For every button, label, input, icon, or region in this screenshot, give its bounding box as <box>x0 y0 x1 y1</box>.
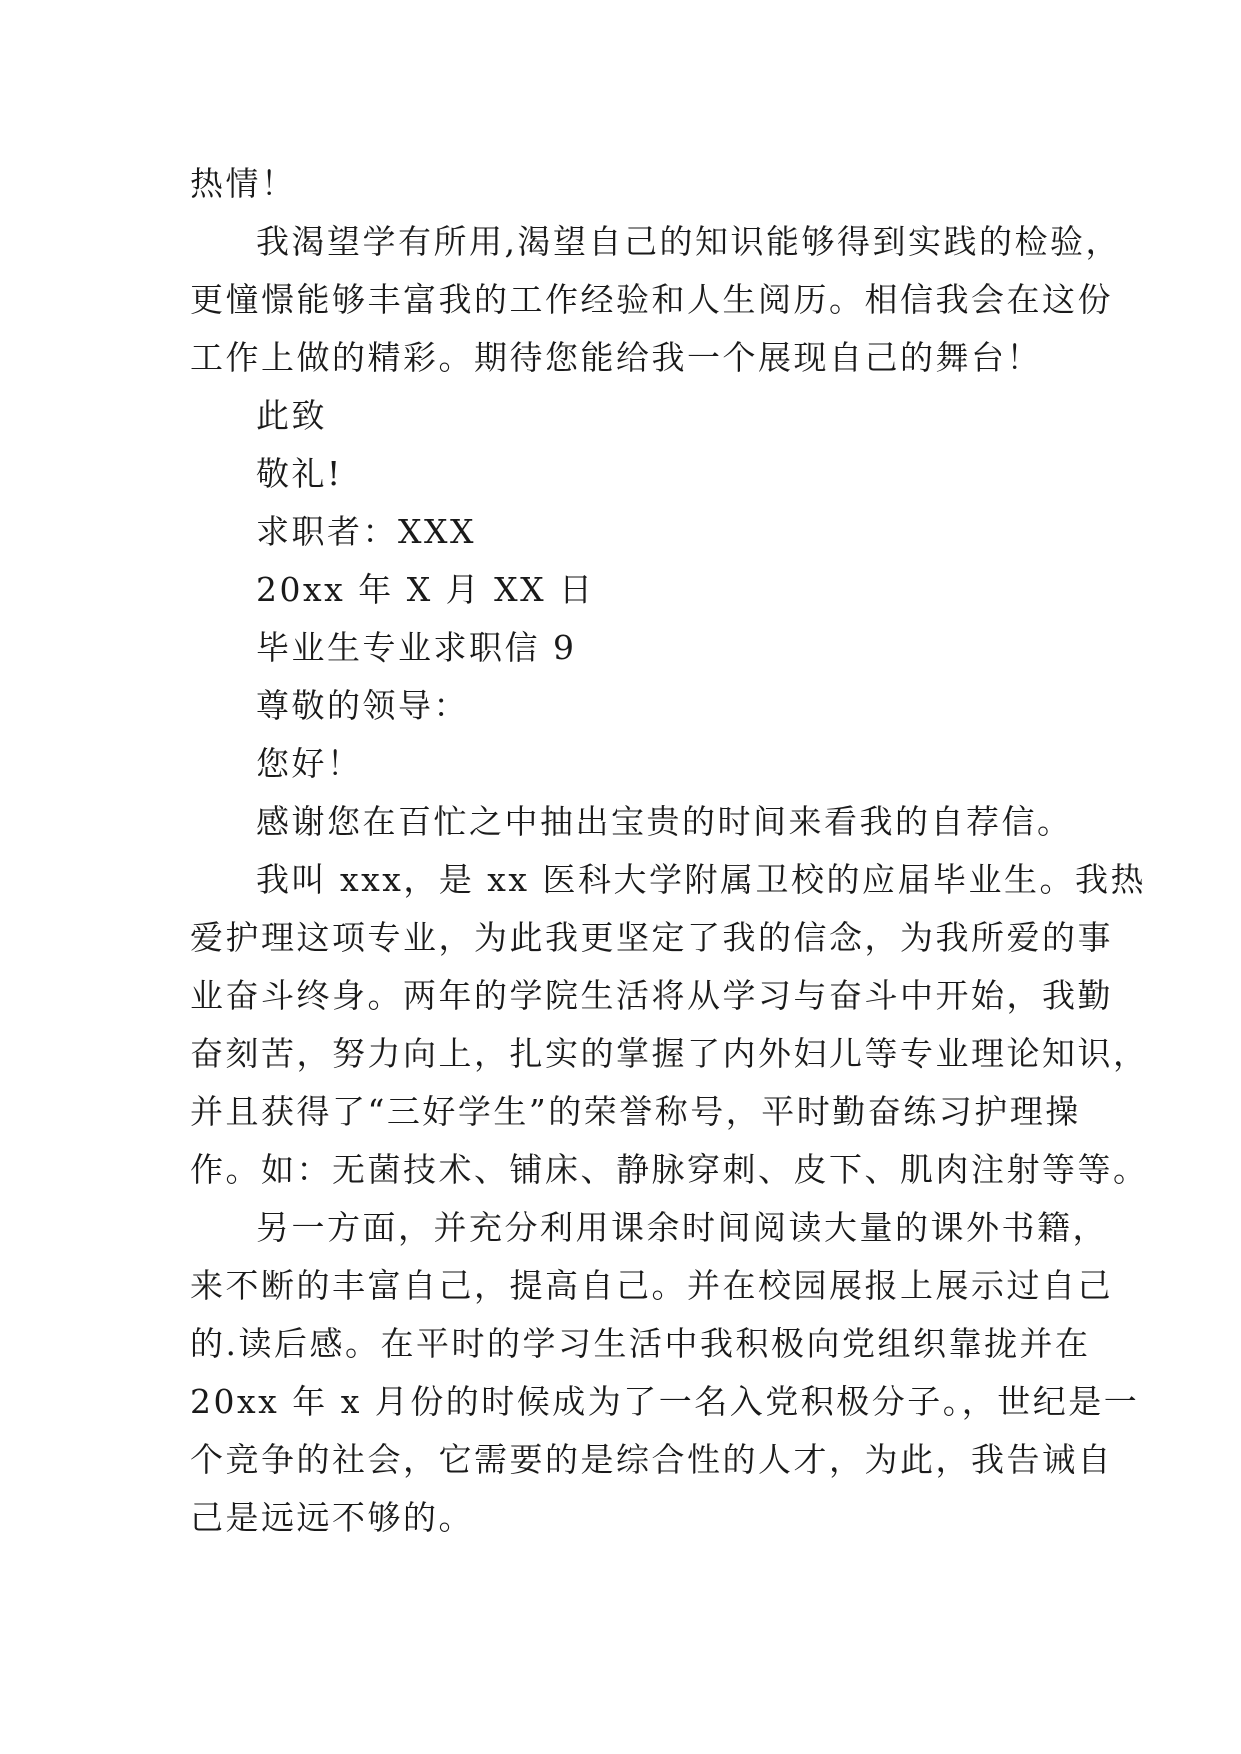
paragraph-line: 个竞争的社会，它需要的是综合性的人才，为此，我告诫自 <box>190 1440 1113 1479</box>
paragraph-line: 工作上做的精彩。期待您能给我一个展现自己的舞台！ <box>190 338 1042 377</box>
paragraph-line-continuation: 热情！ <box>190 164 297 203</box>
paragraph-line: 我渴望学有所用,渴望自己的知识能够得到实践的检验， <box>256 222 1121 261</box>
greeting-recipient: 尊敬的领导： <box>256 686 469 725</box>
paragraph-line: 来不断的丰富自己，提高自己。并在校园展报上展示过自己 <box>190 1266 1113 1305</box>
paragraph-line: 20xx 年 x 月份的时候成为了一名入党积极分子。，世纪是一 <box>190 1382 1140 1421</box>
section-title: 毕业生专业求职信 9 <box>256 628 577 667</box>
closing-regards: 敬礼! <box>256 454 343 493</box>
applicant-signature: 求职者：XXX <box>256 512 476 551</box>
paragraph-line: 并且获得了“三好学生”的荣誉称号，平时勤奋练习护理操 <box>190 1092 1081 1131</box>
paragraph-line: 的.读后感。在平时的学习生活中我积极向党组织靠拢并在 <box>190 1324 1091 1363</box>
paragraph-line: 我叫 xxx，是 xx 医科大学附属卫校的应届毕业生。我热 <box>256 860 1147 899</box>
paragraph-line: 爱护理这项专业，为此我更坚定了我的信念，为我所爱的事 <box>190 918 1113 957</box>
paragraph-line: 感谢您在百忙之中抽出宝贵的时间来看我的自荐信。 <box>256 802 1073 841</box>
letter-date: 20xx 年 X 月 XX 日 <box>256 570 595 609</box>
paragraph-line: 另一方面，并充分利用课余时间阅读大量的课外书籍， <box>256 1208 1108 1247</box>
paragraph-line: 更憧憬能够丰富我的工作经验和人生阅历。相信我会在这份 <box>190 280 1113 319</box>
paragraph-line: 奋刻苦，努力向上，扎实的掌握了内外妇儿等专业理论知识， <box>190 1034 1149 1073</box>
paragraph-line: 己是远远不够的。 <box>190 1498 474 1537</box>
paragraph-line: 业奋斗终身。两年的学院生活将从学习与奋斗中开始，我勤 <box>190 976 1113 1015</box>
paragraph-line: 作。如：无菌技术、铺床、静脉穿刺、皮下、肌肉注射等等。 <box>190 1150 1149 1189</box>
closing-salutation: 此致 <box>256 396 327 435</box>
greeting: 您好！ <box>256 744 363 783</box>
